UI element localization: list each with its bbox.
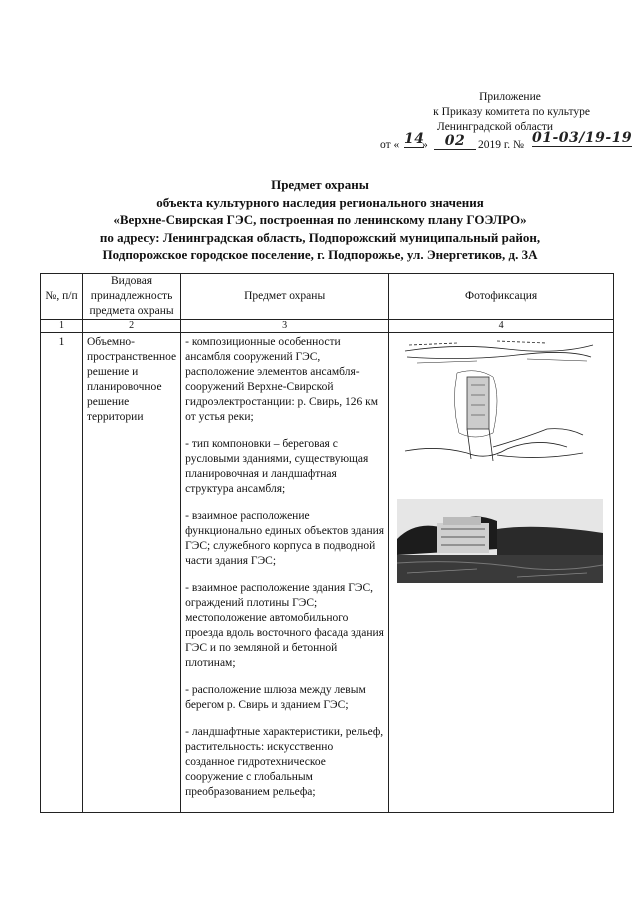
appendix-block bbox=[360, 90, 633, 152]
subject-item: - ландшафтные характеристики, рельеф, растительность: искусственно созданное гидротехническое сооружение с глобальным преобразованием рельефа; bbox=[185, 726, 384, 798]
subject-item: - расположение шлюза между левым берегом р. Свирь и зданием ГЭС; bbox=[185, 684, 366, 711]
table-row bbox=[41, 333, 614, 813]
title-line-3: «Верхне-Свирская ГЭС, построенная по ленинскому плану ГОЭЛРО» bbox=[113, 212, 527, 227]
subject-item: - композиционные особенности ансамбля сооружений ГЭС, расположение элементов ансамбля- сооружений Верхне-Свирской гидроэлектростанции: р. Свирь, 126 км от устья реки; bbox=[185, 336, 378, 423]
table-header-row bbox=[41, 274, 614, 320]
title-line-4: по адресу: Ленинградская область, Подпорожский муниципальный район, bbox=[99, 229, 541, 245]
date-prefix: от « bbox=[380, 139, 400, 151]
column-number: 4 bbox=[389, 320, 614, 333]
site-plan-image bbox=[397, 337, 597, 477]
row-type: Объемно-пространственное решение и планировочное решение территории bbox=[83, 333, 181, 813]
subject-item: - тип компоновки – береговая с русловыми зданиями, существующая планировочная и ландшафтная структура ансамбля; bbox=[185, 438, 369, 495]
order-month: 02 bbox=[434, 134, 476, 150]
plant-photo bbox=[397, 499, 603, 583]
order-day: 14 bbox=[404, 131, 425, 147]
subject-item: - взаимное расположение функционально единых объектов здания ГЭС; служебного корпуса в подводной части здания ГЭС; bbox=[185, 510, 385, 567]
column-number-row bbox=[41, 320, 614, 333]
column-number: 2 bbox=[83, 320, 181, 333]
row-subject bbox=[181, 333, 389, 813]
title-line-1: Предмет охраны bbox=[271, 177, 369, 192]
photos-container bbox=[393, 333, 609, 591]
order-year: 2019 г. № bbox=[478, 139, 525, 151]
header-number: №, п/п bbox=[41, 274, 83, 320]
appendix-line-3: Ленинградской области bbox=[436, 121, 554, 133]
document-title bbox=[40, 176, 600, 264]
header-type: Видовая принадлежность предмета охраны bbox=[83, 274, 181, 320]
protection-subject-table bbox=[40, 273, 614, 813]
appendix-line-1: Приложение bbox=[479, 91, 541, 103]
row-photos bbox=[389, 333, 614, 813]
order-number: 01-03/19-19 bbox=[532, 130, 633, 146]
header-photo: Фотофиксация bbox=[389, 274, 614, 320]
date-quote: » bbox=[422, 139, 428, 151]
header-subject: Предмет охраны bbox=[181, 274, 389, 320]
title-line-5: Подпорожское городское поселение, г. Подпорожье, ул. Энергетиков, д. 3А bbox=[102, 247, 538, 262]
subject-item: - взаимное расположение здания ГЭС, ограждений плотины ГЭС; местоположение автомобильного проезда вдоль восточного фасада здания ГЭС и по земляной и бетонной плотинам; bbox=[185, 582, 384, 669]
appendix-line-2: к Приказу комитета по культуре bbox=[433, 106, 590, 118]
row-number: 1 bbox=[41, 333, 83, 813]
title-line-2: объекта культурного наследия регионального значения bbox=[156, 194, 484, 210]
column-number: 1 bbox=[41, 320, 83, 333]
column-number: 3 bbox=[181, 320, 389, 333]
order-date-number bbox=[360, 130, 633, 152]
